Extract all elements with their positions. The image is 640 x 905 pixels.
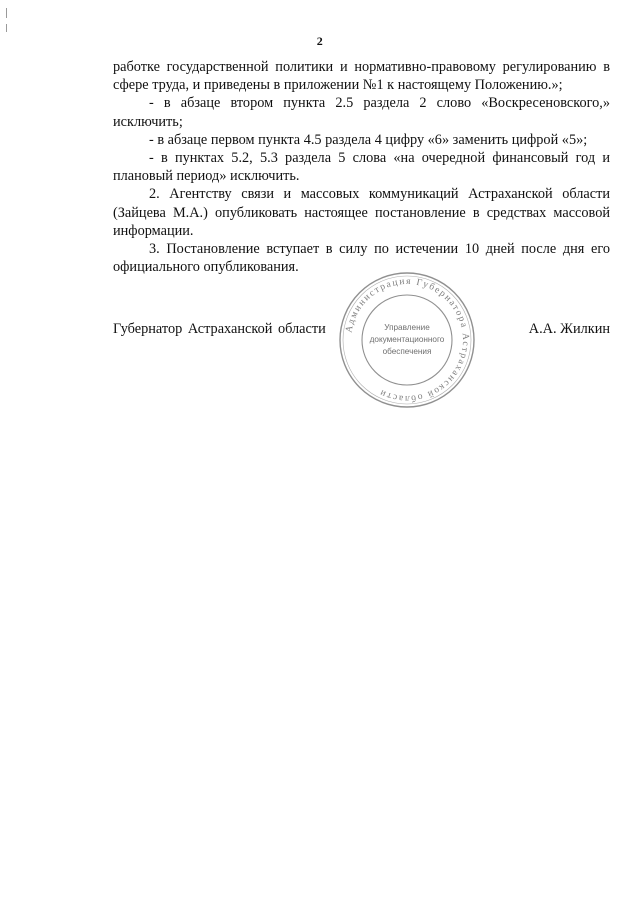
- signer-name: А.А. Жилкин: [528, 321, 610, 337]
- scan-edge-mark: [6, 8, 7, 18]
- scan-edge-mark: [6, 24, 7, 32]
- official-seal-stamp: [337, 270, 477, 410]
- signer-position: Губернатор Астраханской области: [113, 321, 326, 337]
- seal-inner-line: документационного: [369, 335, 445, 344]
- body-paragraph: - в абзаце втором пункта 2.5 раздела 2 слово «Воскресеновского,» исключить;: [113, 95, 610, 130]
- body-paragraph: 3. Постановление вступает в силу по истечении 10 дней после дня его официального опубликования.: [113, 241, 610, 276]
- seal-outer-text: Администрация Губернатора Астраханской области: [344, 276, 471, 404]
- body-paragraph: работке государственной политики и нормативно-правовому регулированию в сфере труда, и приведены в приложении №1 к настоящему Положению.»;: [113, 59, 610, 94]
- page-number: 2: [316, 34, 324, 48]
- body-paragraph: 2. Агентству связи и массовых коммуникаций Астраханской области (Зайцева М.А.) опубликовать настоящее постановление в средствах массовой информации.: [113, 186, 610, 239]
- seal-inner-line: обеспечения: [382, 347, 432, 356]
- body-paragraph: - в абзаце первом пункта 4.5 раздела 4 цифру «6» заменить цифрой «5»;: [149, 131, 588, 148]
- seal-inner-line: Управление: [384, 323, 430, 332]
- body-paragraph: - в пунктах 5.2, 5.3 раздела 5 слова «на очередной финансовый год и плановый период» исключить.: [113, 150, 610, 185]
- document-body: [113, 58, 610, 276]
